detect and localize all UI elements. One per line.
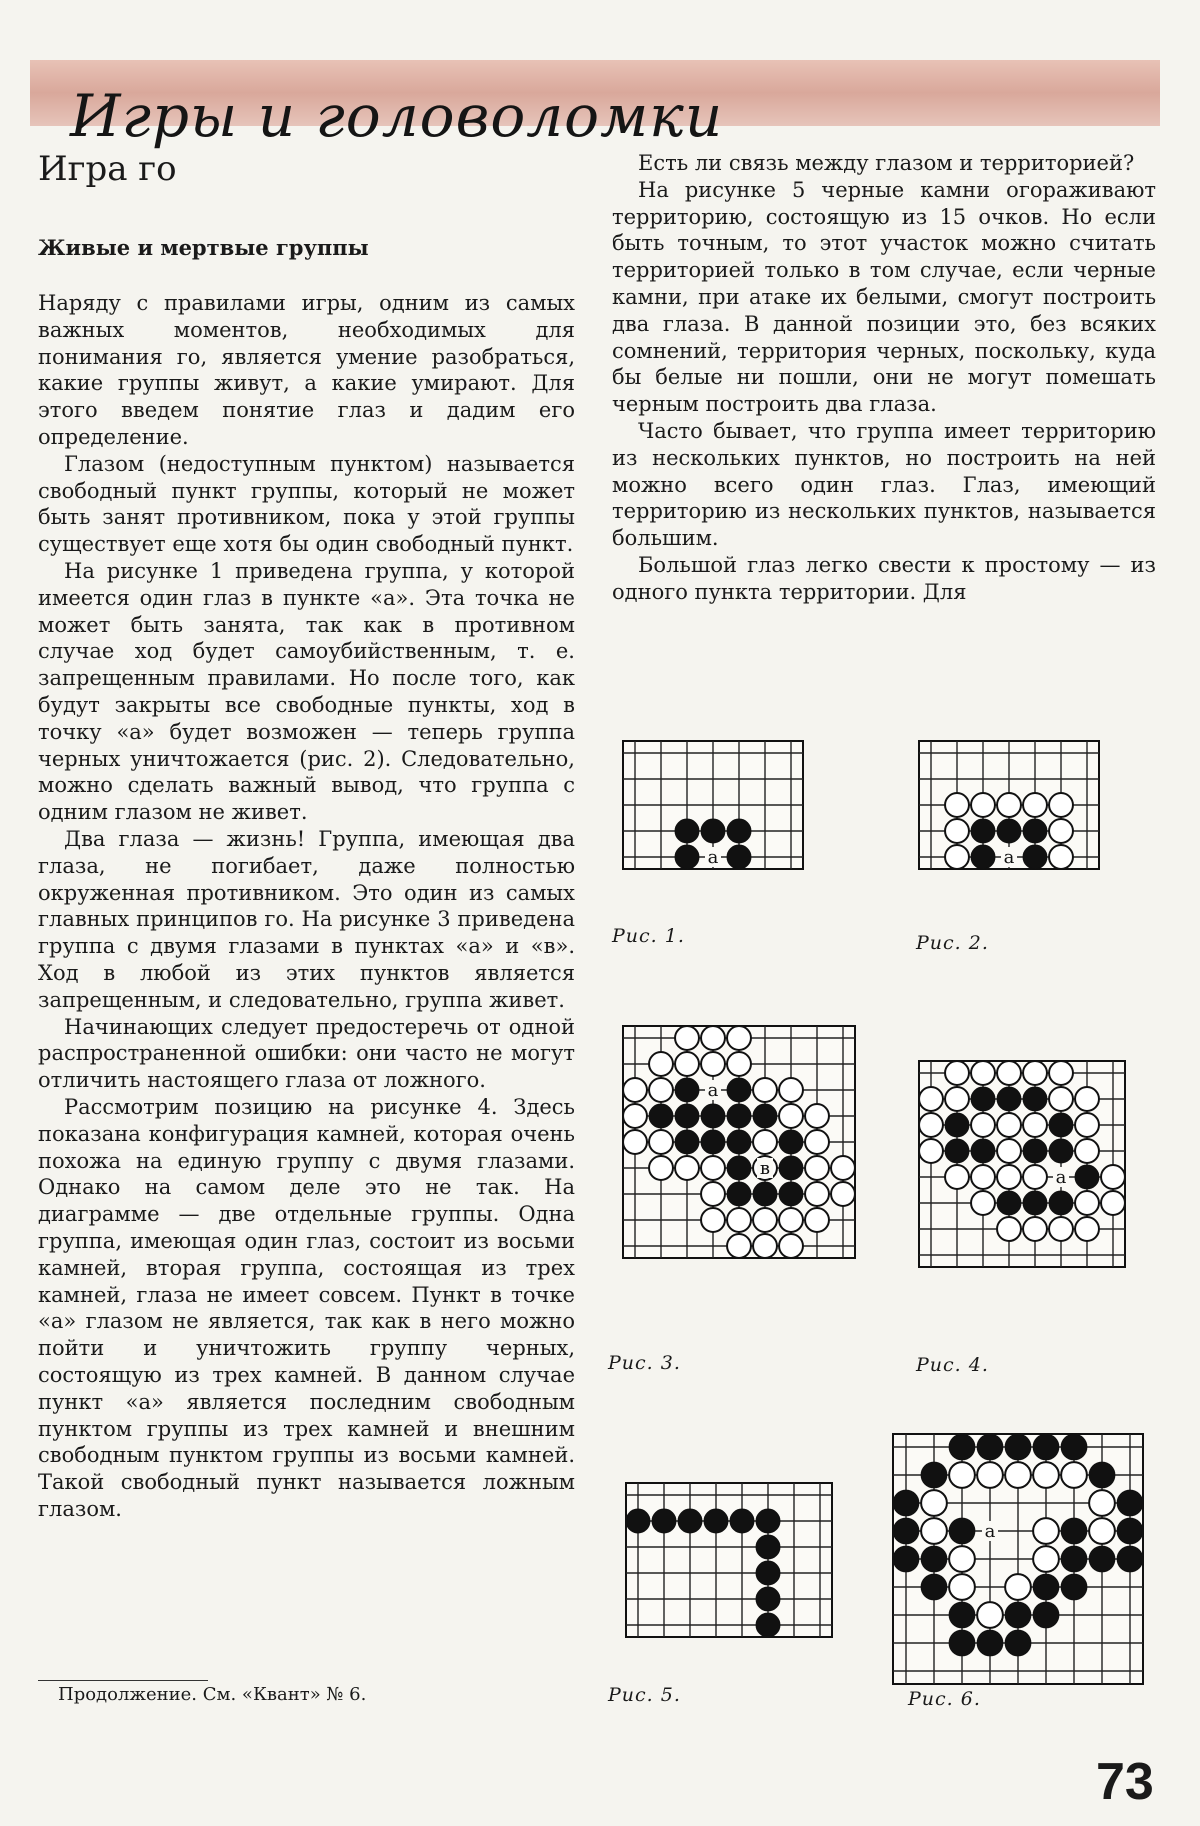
white-stone	[623, 1078, 647, 1102]
white-stone	[1049, 1061, 1073, 1085]
black-stone	[675, 1130, 699, 1154]
white-stone	[1023, 1217, 1047, 1241]
black-stone	[727, 1078, 751, 1102]
article-title: Игра го	[38, 149, 177, 189]
white-stone	[1033, 1462, 1059, 1488]
white-stone	[649, 1078, 673, 1102]
section-title: Игры и головоломки	[70, 82, 724, 150]
point-label: а	[1003, 847, 1015, 868]
go-board-svg	[918, 1060, 1126, 1268]
white-stone	[1101, 1191, 1125, 1215]
black-stone	[949, 1602, 975, 1628]
footnote-rule	[38, 1680, 208, 1681]
figure-caption: Рис. 4.	[916, 1354, 989, 1376]
white-stone	[649, 1130, 673, 1154]
white-stone	[649, 1156, 673, 1180]
white-stone	[997, 1113, 1021, 1137]
figure-caption: Рис. 6.	[908, 1688, 981, 1710]
black-stone	[779, 1156, 803, 1180]
white-stone	[1089, 1490, 1115, 1516]
black-stone	[1061, 1518, 1087, 1544]
white-stone	[1075, 1113, 1099, 1137]
go-board-svg	[918, 740, 1100, 870]
white-stone	[1049, 793, 1073, 817]
white-stone	[945, 845, 969, 869]
white-stone	[701, 1026, 725, 1050]
black-stone	[675, 1078, 699, 1102]
black-stone	[730, 1509, 754, 1533]
white-stone	[779, 1208, 803, 1232]
white-stone	[1005, 1462, 1031, 1488]
black-stone	[756, 1561, 780, 1585]
black-stone	[727, 845, 751, 869]
white-stone	[949, 1574, 975, 1600]
white-stone	[1023, 793, 1047, 817]
black-stone	[921, 1574, 947, 1600]
white-stone	[921, 1490, 947, 1516]
black-stone	[1061, 1546, 1087, 1572]
white-stone	[623, 1130, 647, 1154]
white-stone	[949, 1462, 975, 1488]
figure-caption: Рис. 1.	[612, 925, 685, 947]
black-stone	[997, 819, 1021, 843]
black-stone	[649, 1104, 673, 1128]
white-stone	[919, 1139, 943, 1163]
white-stone	[753, 1234, 777, 1258]
black-stone	[945, 1139, 969, 1163]
white-stone	[977, 1462, 1003, 1488]
black-stone	[1023, 1087, 1047, 1111]
black-stone	[893, 1546, 919, 1572]
black-stone	[1075, 1165, 1099, 1189]
black-stone	[753, 1182, 777, 1206]
white-stone	[753, 1078, 777, 1102]
figure-caption: Рис. 2.	[916, 932, 989, 954]
white-stone	[805, 1156, 829, 1180]
white-stone	[675, 1052, 699, 1076]
white-stone	[949, 1546, 975, 1572]
white-stone	[727, 1052, 751, 1076]
white-stone	[1061, 1462, 1087, 1488]
white-stone	[779, 1104, 803, 1128]
white-stone	[945, 793, 969, 817]
white-stone	[779, 1234, 803, 1258]
paragraph: Глазом (недоступным пунктом) называется свободный пункт группы, который не может быть занят противником, пока у этой группы существует еще хотя бы один свободный пункт.	[38, 451, 575, 557]
footnote: Продолжение. См. «Квант» № 6.	[58, 1684, 367, 1705]
black-stone	[1089, 1462, 1115, 1488]
black-stone	[921, 1546, 947, 1572]
white-stone	[971, 1165, 995, 1189]
black-stone	[971, 1139, 995, 1163]
black-stone	[893, 1490, 919, 1516]
black-stone	[997, 1087, 1021, 1111]
white-stone	[701, 1208, 725, 1232]
white-stone	[997, 1217, 1021, 1241]
white-stone	[1033, 1546, 1059, 1572]
white-stone	[1049, 819, 1073, 843]
black-stone	[977, 1434, 1003, 1460]
white-stone	[971, 1113, 995, 1137]
go-diagram-1	[622, 740, 804, 870]
white-stone	[921, 1518, 947, 1544]
white-stone	[1075, 1139, 1099, 1163]
white-stone	[1033, 1518, 1059, 1544]
black-stone	[997, 1191, 1021, 1215]
white-stone	[945, 1165, 969, 1189]
black-stone	[756, 1535, 780, 1559]
black-stone	[626, 1509, 650, 1533]
go-board-svg	[892, 1433, 1144, 1685]
black-stone	[756, 1613, 780, 1637]
white-stone	[701, 1156, 725, 1180]
white-stone	[1075, 1217, 1099, 1241]
white-stone	[701, 1052, 725, 1076]
white-stone	[805, 1104, 829, 1128]
black-stone	[727, 819, 751, 843]
white-stone	[997, 1165, 1021, 1189]
white-stone	[1075, 1087, 1099, 1111]
white-stone	[623, 1104, 647, 1128]
black-stone	[727, 1104, 751, 1128]
black-stone	[949, 1434, 975, 1460]
point-label: а	[707, 847, 719, 868]
point-label: а	[984, 1521, 996, 1542]
black-stone	[1023, 1139, 1047, 1163]
black-stone	[704, 1509, 728, 1533]
black-stone	[1023, 845, 1047, 869]
white-stone	[1089, 1518, 1115, 1544]
go-board-svg	[622, 1025, 856, 1259]
figure-caption: Рис. 5.	[608, 1684, 681, 1706]
black-stone	[779, 1130, 803, 1154]
black-stone	[701, 1104, 725, 1128]
paragraph: На рисунке 5 черные камни огораживают территорию, состоящую из 15 очков. Но если быть точным, то этот участок можно считать территорией только в том случае, если черные камни, при атаке их белыми, смогут построить два глаза. В данной позиции это, без всяких сомнений, территория черных, поскольку, куда бы белые ни пошли, они не могут помешать черным построить два глаза.	[612, 177, 1156, 417]
black-stone	[756, 1587, 780, 1611]
white-stone	[997, 793, 1021, 817]
white-stone	[831, 1182, 855, 1206]
white-stone	[945, 1087, 969, 1111]
paragraph: Начинающих следует предостеречь от одной распространенной ошибки: они часто не могут отличить настоящего глаза от ложного.	[38, 1014, 575, 1093]
figure-caption: Рис. 3.	[608, 1352, 681, 1374]
black-stone	[1089, 1546, 1115, 1572]
white-stone	[1005, 1574, 1031, 1600]
black-stone	[1033, 1602, 1059, 1628]
black-stone	[971, 819, 995, 843]
black-stone	[727, 1156, 751, 1180]
black-stone	[678, 1509, 702, 1533]
white-stone	[971, 1191, 995, 1215]
white-stone	[805, 1130, 829, 1154]
white-stone	[997, 1139, 1021, 1163]
black-stone	[1049, 1139, 1073, 1163]
black-stone	[945, 1113, 969, 1137]
black-stone	[1005, 1630, 1031, 1656]
right-column	[612, 150, 1156, 606]
white-stone	[945, 819, 969, 843]
black-stone	[652, 1509, 676, 1533]
black-stone	[1049, 1113, 1073, 1137]
black-stone	[1117, 1518, 1143, 1544]
white-stone	[779, 1078, 803, 1102]
white-stone	[805, 1182, 829, 1206]
black-stone	[1005, 1434, 1031, 1460]
white-stone	[805, 1208, 829, 1232]
black-stone	[1033, 1574, 1059, 1600]
black-stone	[1117, 1490, 1143, 1516]
white-stone	[971, 793, 995, 817]
paragraph: Большой глаз легко свести к простому — из одного пункта территории. Для	[612, 552, 1156, 604]
white-stone	[977, 1602, 1003, 1628]
paragraph: Два глаза — жизнь! Группа, имеющая два глаза, не погибает, даже полностью окруженная противником. Это один из самых главных принципов го. На рисунке 3 приведена группа с двумя глазами в пунктах «а» и «в». Ход в любой из этих пунктов является запрещенным, и следовательно, группа живет.	[38, 827, 575, 1012]
black-stone	[727, 1130, 751, 1154]
white-stone	[1023, 1061, 1047, 1085]
black-stone	[756, 1509, 780, 1533]
white-stone	[675, 1026, 699, 1050]
black-stone	[1023, 819, 1047, 843]
go-diagram-5	[625, 1482, 833, 1638]
white-stone	[649, 1052, 673, 1076]
white-stone	[675, 1156, 699, 1180]
black-stone	[1049, 1191, 1073, 1215]
white-stone	[1049, 1087, 1073, 1111]
black-stone	[727, 1182, 751, 1206]
paragraph: Часто бывает, что группа имеет территорию из нескольких пунктов, но построить на ней можно всего один глаз. Глаз, имеющий территорию из нескольких пунктов, называется большим.	[612, 418, 1156, 551]
black-stone	[779, 1182, 803, 1206]
article-subtitle: Живые и мертвые группы	[38, 235, 369, 261]
black-stone	[1005, 1602, 1031, 1628]
white-stone	[831, 1156, 855, 1180]
paragraph: Рассмотрим позицию на рисунке 4. Здесь показана конфигурация камней, которая очень похожа на единую группу с двумя глазами. Однако на самом деле это не так. На диаграмме — две отдельные группы. Одна группа, имеющая один глаз, состоит из восьми камней, вторая группа, состоящая из трех камней, глаза не имеет совсем. Пункт в точке «а» глазом не является, так как в него можно пойти и уничтожить группу черных, состоящую из трех камней. В данном случае пункт «а» является последним свободным пунктом группы из трех камней и внешним свободным пунктом группы из восьми камней. Такой свободный пункт называется ложным глазом.	[38, 1095, 575, 1521]
black-stone	[701, 1130, 725, 1154]
white-stone	[919, 1087, 943, 1111]
white-stone	[1023, 1113, 1047, 1137]
black-stone	[1023, 1191, 1047, 1215]
point-label: а	[1055, 1167, 1067, 1188]
point-label: в	[759, 1158, 771, 1179]
white-stone	[971, 1061, 995, 1085]
white-stone	[701, 1182, 725, 1206]
go-diagram-4	[918, 1060, 1126, 1268]
white-stone	[1049, 845, 1073, 869]
black-stone	[971, 1087, 995, 1111]
section-header-band	[30, 60, 1160, 150]
point-label: а	[707, 1080, 719, 1101]
white-stone	[1023, 1165, 1047, 1189]
white-stone	[727, 1026, 751, 1050]
paragraph: На рисунке 1 приведена группа, у которой имеется один глаз в пункте «а». Эта точка не может быть занята, так как в противном случае ход будет самоубийственным, т. е. запрещенным правилами. Но после того, как будут закрыты все свободные пункты, ход в точку «а» будет возможен — теперь группа черных уничтожается (рис. 2). Следовательно, можно сделать важный вывод, что группа с одним глазом не живет.	[38, 559, 575, 825]
white-stone	[753, 1130, 777, 1154]
left-column	[38, 150, 575, 1523]
black-stone	[675, 1104, 699, 1128]
black-stone	[675, 819, 699, 843]
black-stone	[949, 1630, 975, 1656]
white-stone	[945, 1061, 969, 1085]
black-stone	[977, 1630, 1003, 1656]
go-board-svg	[625, 1482, 833, 1638]
go-diagram-3	[622, 1025, 856, 1259]
white-stone	[1075, 1191, 1099, 1215]
black-stone	[971, 845, 995, 869]
white-stone	[1049, 1217, 1073, 1241]
black-stone	[753, 1104, 777, 1128]
black-stone	[1117, 1546, 1143, 1572]
black-stone	[893, 1518, 919, 1544]
go-diagram-6	[892, 1433, 1144, 1685]
white-stone	[919, 1113, 943, 1137]
paragraph: Есть ли связь между глазом и территорией?	[638, 151, 1135, 175]
white-stone	[727, 1208, 751, 1232]
black-stone	[701, 819, 725, 843]
white-stone	[753, 1208, 777, 1232]
go-board-svg	[622, 740, 804, 870]
white-stone	[1101, 1165, 1125, 1189]
black-stone	[1061, 1574, 1087, 1600]
board-frame	[626, 1483, 832, 1637]
paragraph: Наряду с правилами игры, одним из самых важных моментов, необходимых для понимания го, является умение разобраться, какие группы живут, а какие умирают. Для этого введем понятие глаз и дадим его определение.	[38, 291, 575, 450]
black-stone	[949, 1518, 975, 1544]
page-number: 73	[1096, 1753, 1154, 1811]
black-stone	[1061, 1434, 1087, 1460]
white-stone	[997, 1061, 1021, 1085]
black-stone	[1033, 1434, 1059, 1460]
go-diagram-2	[918, 740, 1100, 870]
black-stone	[675, 845, 699, 869]
white-stone	[727, 1234, 751, 1258]
black-stone	[921, 1462, 947, 1488]
